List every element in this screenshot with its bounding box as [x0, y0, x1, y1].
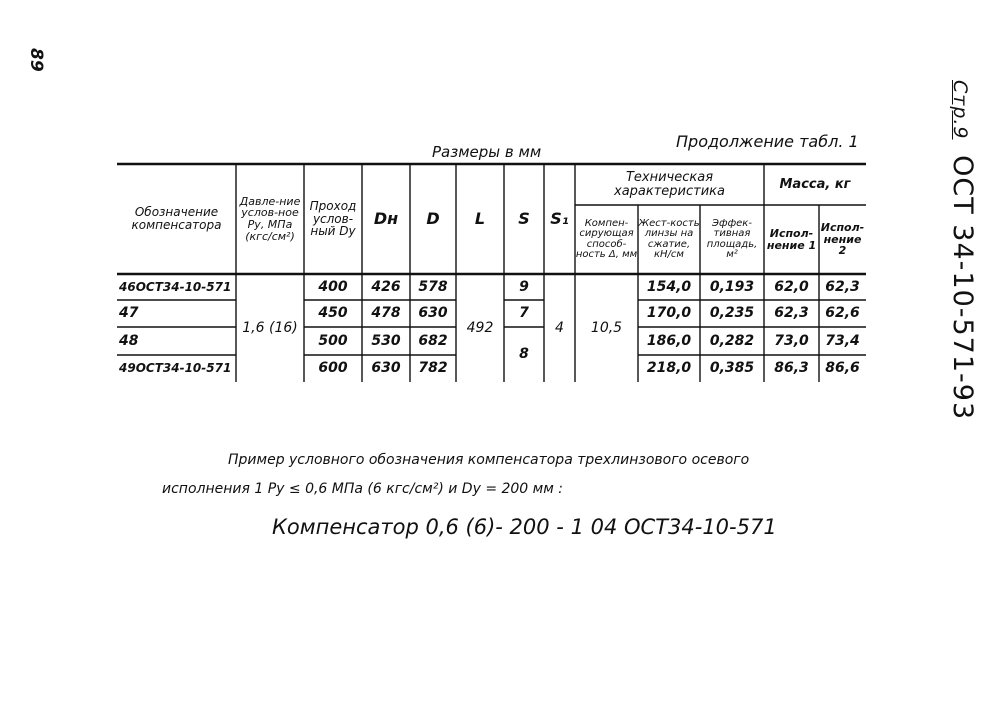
header-exec1: Испол-нение 1 — [766, 226, 817, 252]
row3-area: 0,282 — [709, 332, 755, 349]
row2-dn: 478 — [371, 305, 401, 322]
header-pressure: Давле-ние услов-ное Ру, МПа (кгс/см²) — [239, 194, 301, 243]
row4-designation: 49ОСТ34-10-571 — [119, 361, 232, 376]
row3-mass2: 73,4 — [825, 332, 860, 349]
row2-bore: 450 — [318, 305, 348, 322]
row2-stiff: 170,0 — [646, 305, 692, 322]
s-row34: 8 — [519, 346, 529, 363]
header-designation: Обозначение компенсатора — [131, 205, 222, 232]
row3-dn: 530 — [371, 332, 401, 349]
header-exec2: Испол-нение 2 — [820, 221, 865, 258]
row3-stiff: 186,0 — [646, 332, 692, 349]
row1-d: 578 — [418, 278, 448, 295]
s-row2: 7 — [519, 305, 529, 322]
row1-mass1: 62,0 — [774, 278, 809, 295]
row3-mass1: 73,0 — [774, 332, 809, 349]
row4-area: 0,385 — [709, 360, 755, 377]
merged-pressure: 1,6 (16) — [242, 319, 298, 336]
merged-s1: 4 — [555, 319, 564, 336]
header-dn: Dн — [373, 208, 399, 228]
row1-area: 0,193 — [709, 278, 755, 295]
row2-mass1: 62,3 — [774, 305, 809, 322]
row3-d: 682 — [418, 332, 448, 349]
header-area: Эффек-тивная площадь, м² — [706, 217, 758, 260]
header-bore: Проход услов-ный Dу — [309, 199, 357, 239]
s-row1: 9 — [519, 278, 529, 295]
header-mass: Масса, кг — [779, 176, 851, 192]
note-line2: исполнения 1 Ру ≤ 0,6 МПа (6 кгс/см²) и Dу = 200 мм : — [162, 481, 563, 497]
header-stiff: Жест-кость линзы на сжатие, кН/см — [638, 217, 700, 260]
note-line1: Пример условного обозначения компенсатора трехлинзового осевого — [228, 452, 750, 468]
row4-bore: 600 — [318, 360, 348, 377]
row2-area: 0,235 — [709, 305, 755, 322]
row4-mass2: 86,6 — [825, 360, 860, 377]
row2-designation: 47 — [119, 305, 139, 322]
row4-dn: 630 — [371, 360, 401, 377]
row4-stiff: 218,0 — [646, 360, 692, 377]
row1-bore: 400 — [318, 278, 348, 295]
dimensions-note: Размеры в мм — [432, 143, 542, 161]
standard-code: ОСТ 34-10-571-93 — [947, 155, 978, 421]
header-comp: Компен-сирующая способ-ность Δ, мм — [575, 217, 638, 260]
row1-mass2: 62,3 — [825, 278, 860, 295]
table-continuation: Продолжение табл. 1 — [676, 132, 859, 151]
row1-stiff: 154,0 — [646, 278, 692, 295]
designation-example: Компенсатор 0,6 (6)- 200 - 1 04 ОСТ34-10-571 — [272, 515, 777, 539]
row2-mass2: 62,6 — [825, 305, 860, 322]
header-s1: S₁ — [550, 208, 569, 228]
header-tech: Техническая характеристика — [614, 169, 725, 199]
merged-l: 492 — [466, 319, 494, 336]
row4-mass1: 86,3 — [774, 360, 809, 377]
row2-d: 630 — [418, 305, 448, 322]
row3-designation: 48 — [119, 332, 139, 349]
header-l: L — [474, 208, 486, 228]
header-s: S — [518, 208, 530, 228]
row3-bore: 500 — [318, 332, 348, 349]
row1-dn: 426 — [371, 278, 401, 295]
header-d: D — [426, 208, 440, 228]
merged-comp: 10,5 — [590, 319, 623, 336]
row4-d: 782 — [418, 360, 448, 377]
page-number: 89 — [26, 48, 46, 72]
page-label: Стр.9 — [949, 80, 971, 140]
row1-designation: 46ОСТ34-10-571 — [119, 279, 232, 294]
